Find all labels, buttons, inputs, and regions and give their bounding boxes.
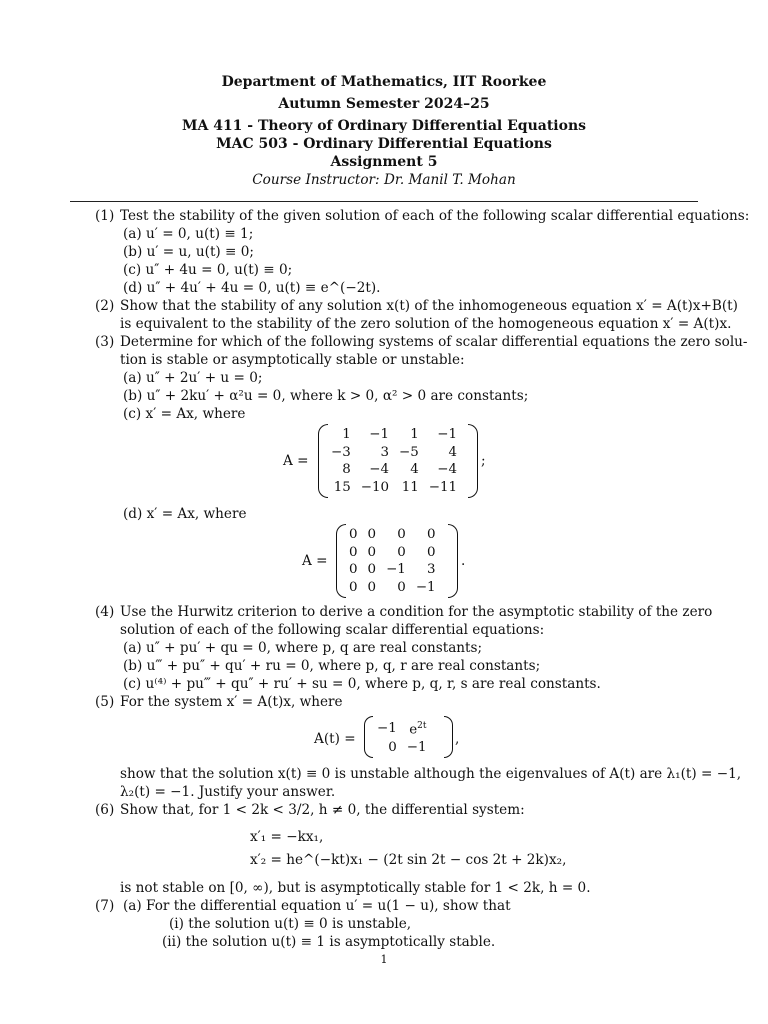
question-1c: (c) u″ + 4u = 0, u(t) ≡ 0; [123,262,293,278]
matrix-3d-cell: 0 [367,544,377,560]
question-4-number: (4) [95,604,115,620]
matrix-3d-cell: 0 [349,579,358,595]
question-5-line3: λ₂(t) = −1. Justify your answer. [120,784,336,800]
matrix-3c-cell: 11 [401,479,419,495]
semester-heading: Autumn Semester 2024–25 [278,96,490,112]
matrix-3d-cell: 0 [427,544,436,560]
question-7a: (a) For the differential equation u′ = u(1 − u), show that [123,898,511,914]
question-1a: (a) u′ = 0, u(t) ≡ 1; [123,226,254,242]
matrix-3d-cell: 0 [349,544,358,560]
matrix-row [344,579,441,597]
matrix-3c-right-bracket [468,424,478,498]
matrix-3d-cell: −1 [386,562,406,577]
question-3-line1: Determine for which of the following systems of scalar differential equations the zero solu- [120,334,748,350]
matrix-3c-cell: 4 [410,462,419,477]
question-5-number: (5) [95,694,115,710]
matrix-3d-cell: 3 [427,562,436,577]
matrix-row [326,461,462,479]
matrix-5 [372,718,432,756]
matrix-row [344,561,441,579]
question-2-line2: is equivalent to the stability of the zero solution of the homogeneous equation x′ = A(t)x. [120,316,732,332]
question-3a: (a) u″ + 2u′ + u = 0; [123,370,263,386]
matrix-row [344,544,441,562]
question-6-equation-1: x′₁ = −kx₁, [250,829,324,845]
matrix-3d-cell: 0 [397,579,406,595]
question-3d: (d) x′ = Ax, where [123,506,247,522]
question-4a: (a) u″ + pu′ + qu = 0, where p, q are real constants; [123,640,483,656]
question-1-number: (1) [95,208,115,224]
matrix-3c-cell: −10 [360,479,390,495]
matrix-3d [344,526,441,596]
question-3c: (c) x′ = Ax, where [123,406,246,422]
question-1b: (b) u′ = u, u(t) ≡ 0; [123,244,254,260]
header-divider [70,201,698,202]
matrix-3d-label: A = [302,553,328,569]
question-6-equation-2: x′₂ = he^(−kt)x₁ − (2t sin 2t − cos 2t + 2k)x₂, [250,852,567,868]
matrix-3c-cell: −1 [437,427,458,442]
matrix-3c [326,426,462,496]
matrix-5-cell: −1 [377,720,397,736]
matrix-3c-cell: 8 [342,462,351,477]
question-7a-ii: (ii) the solution u(t) ≡ 1 is asymptotically stable. [162,934,496,950]
department-heading: Department of Mathematics, IIT Roorkee [221,74,547,90]
matrix-3d-cell: 0 [397,544,406,560]
matrix-5-cell: $e^{2t}$ [409,721,427,738]
matrix-row [326,479,462,497]
matrix-3d-cell: 0 [349,562,358,577]
question-1d: (d) u″ + 4u′ + 4u = 0, u(t) ≡ e^(−2t). [123,280,381,296]
matrix-5-comma: , [455,731,460,747]
matrix-5-cell: 0 [388,739,397,755]
matrix-row [372,718,432,739]
matrix-3c-cell: −1 [369,427,390,442]
matrix-3c-label: A = [283,453,309,469]
matrix-5-cell: −1 [406,739,427,755]
assignment-title: Assignment 5 [330,154,438,170]
question-3-line2: tion is stable or asymptotically stable or unstable: [120,352,465,368]
question-4c: (c) u⁽⁴⁾ + pu‴ + qu″ + ru′ + su = 0, where p, q, r, s are real constants. [123,676,601,692]
matrix-3c-cell: −5 [399,444,419,460]
matrix-row [326,426,462,444]
question-2-number: (2) [95,298,115,314]
question-1-text: Test the stability of the given solution of each of the following scalar differential equations: [120,208,750,224]
matrix-3c-cell: 1 [410,427,419,442]
question-6-line1: Show that, for 1 < 2k < 3/2, h ≠ 0, the differential system: [120,802,525,818]
matrix-3c-cell: 1 [342,427,351,442]
matrix-5-right-bracket [444,716,453,758]
matrix-3d-cell: −1 [415,579,436,595]
course-title-ma411: MA 411 - Theory of Ordinary Differential Equations [181,118,587,134]
matrix-row [326,444,462,462]
matrix-3d-cell: 0 [367,579,377,595]
matrix-3d-period: . [461,553,466,569]
question-3-number: (3) [95,334,115,350]
matrix-3c-cell: −3 [331,444,351,460]
question-2-line1: Show that the stability of any solution x(t) of the inhomogeneous equation x′ = A(t)x+B(t) [120,298,738,314]
question-4-line2: solution of each of the following scalar differential equations: [120,622,545,638]
question-5-line1: For the system x′ = A(t)x, where [120,694,343,710]
page-number: 1 [380,953,388,966]
question-4-line1: Use the Hurwitz criterion to derive a condition for the asymptotic stability of the zero [120,604,713,620]
matrix-5-label: A(t) = [314,731,356,747]
matrix-3d-cell: 0 [367,527,377,542]
matrix-3c-cell: −4 [369,462,390,477]
matrix-3c-cell: 3 [380,444,390,460]
course-instructor: Course Instructor: Dr. Manil T. Mohan [252,172,516,188]
matrix-row [372,739,432,757]
matrix-3d-cell: 0 [427,527,436,542]
matrix-row [344,526,441,544]
matrix-3d-cell: 0 [367,562,377,577]
question-3b: (b) u″ + 2ku′ + α²u = 0, where k > 0, α² > 0 are constants; [123,388,529,404]
question-4b: (b) u‴ + pu″ + qu′ + ru = 0, where p, q, r are real constants; [123,658,541,674]
question-6-line2: is not stable on [0, ∞), but is asymptotically stable for 1 < 2k, h = 0. [120,880,591,896]
matrix-3d-cell: 0 [397,527,406,542]
matrix-3d-cell: 0 [349,527,358,542]
matrix-3c-cell: −4 [437,462,458,477]
matrix-3c-cell: 4 [448,444,458,460]
course-title-mac503: MAC 503 - Ordinary Differential Equations [216,136,552,152]
question-7-number: (7) [95,898,115,914]
matrix-3c-semicolon: ; [481,453,486,469]
question-5-line2: show that the solution x(t) ≡ 0 is unstable although the eigenvalues of A(t) are λ₁(t) = −1, [120,766,742,782]
question-7a-i: (i) the solution u(t) ≡ 0 is unstable, [169,916,412,932]
matrix-3d-right-bracket [448,524,458,598]
question-6-number: (6) [95,802,115,818]
matrix-3c-cell: 15 [333,479,351,495]
matrix-3c-cell: −11 [428,479,458,495]
